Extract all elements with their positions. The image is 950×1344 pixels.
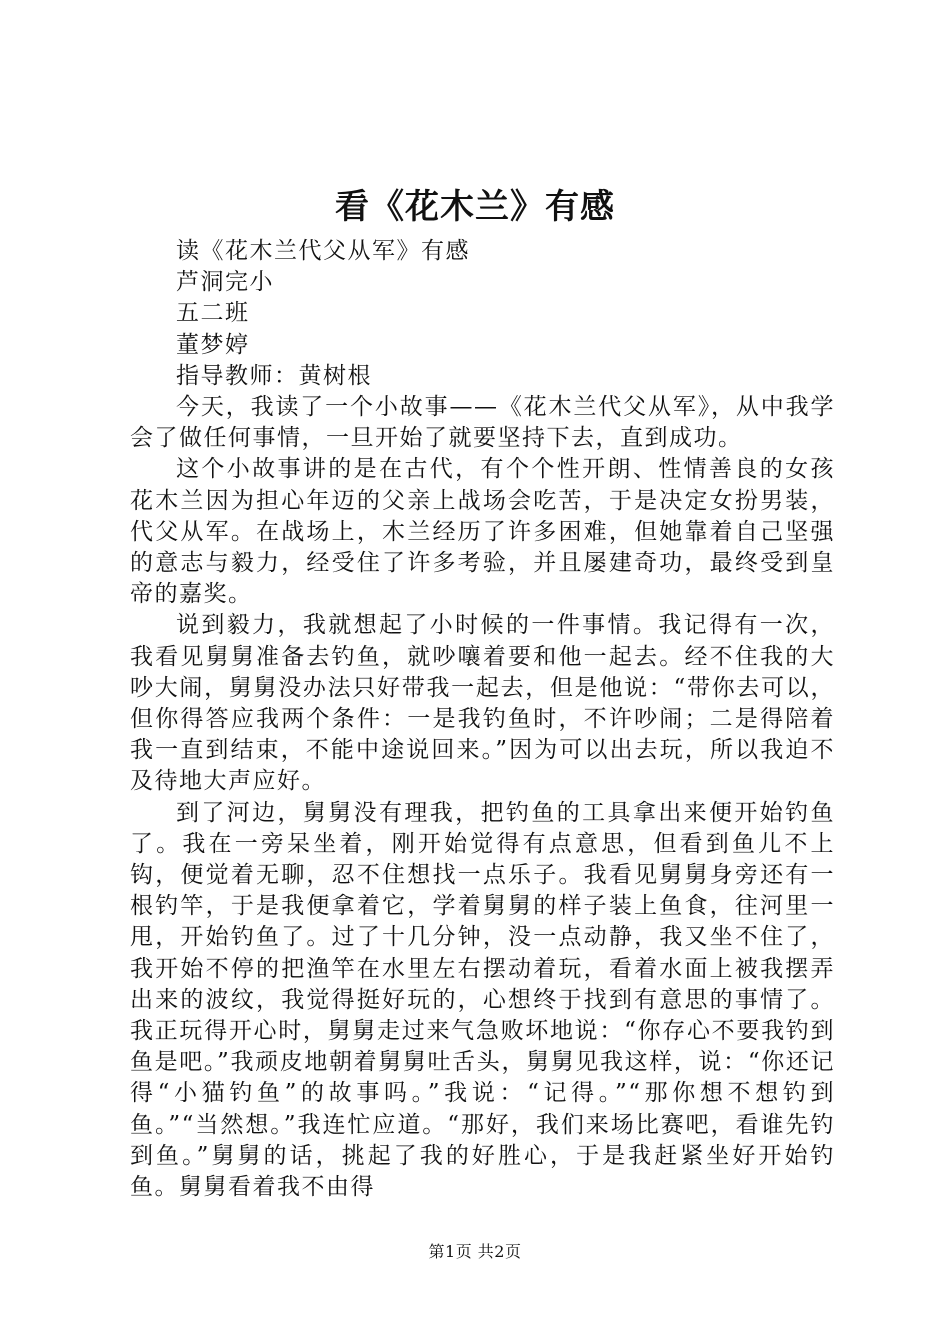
document-title: 看《花木兰》有感 bbox=[335, 187, 615, 227]
document-body bbox=[130, 236, 835, 1203]
paragraph-school: 芦洞完小 bbox=[176, 269, 274, 296]
paragraph-fishing: 到了河边，舅舅没有理我，把钓鱼的工具拿出来便开始钓鱼了。我在一旁呆坐着，刚开始觉得有点意思，但看到鱼儿不上钩，便觉着无聊，忍不住想找一点乐子。我看见舅舅身旁还有一根钓竿，于是我便拿着它，学着舅舅的样子装上鱼食，往河里一甩，开始钓鱼了。过了十几分钟，没一点动静，我又坐不住了，我开始不停的把渔竿在水里左右摆动着玩，看着水面上被我摆弄出来的波纹，我觉得挺好玩的，心想终于找到有意思的事情了。我正玩得开心时，舅舅走过来气急败坏地说：“你存心不要我钓到鱼是吧。”我顽皮地朝着舅舅吐舌头，舅舅见我这样，说：“你还记得“小猫钓鱼”的故事吗。”我说：“记得。”“那你想不想钓到鱼。”“当然想。”我连忙应道。“那好，我们来场比赛吧，看谁先钓到鱼。”舅舅的话，挑起了我的好胜心，于是我赶紧坐好开始钓鱼。舅舅看着我不由得 bbox=[130, 799, 835, 1201]
paragraph-story: 这个小故事讲的是在古代，有个个性开朗、性情善良的女孩花木兰因为担心年迈的父亲上战场会吃苦，于是决定女扮男装，代父从军。在战场上，木兰经历了许多困难，但她靠着自己坚强的意志与毅力，经受住了许多考验，并且屡建奇功，最终受到皇帝的嘉奖。 bbox=[130, 456, 835, 608]
paragraph-intro: 今天，我读了一个小故事——《花木兰代父从军》，从中我学会了做任何事情，一旦开始了就要坚持下去，直到成功。 bbox=[130, 394, 835, 452]
paragraph-memory: 说到毅力，我就想起了小时候的一件事情。我记得有一次，我看见舅舅准备去钓鱼，就吵嚷着要和他一起去。经不住我的大吵大闹，舅舅没办法只好带我一起去，但是他说：“带你去可以，但你得答应我两个条件：一是我钓鱼时，不许吵闹；二是得陪着我一直到结束，不能中途说回来。”因为可以出去玩，所以我迫不及待地大声应好。 bbox=[130, 612, 835, 795]
paragraph-subtitle: 读《花木兰代父从军》有感 bbox=[176, 238, 470, 264]
page-footer: 第1页 共2页 bbox=[428, 1242, 522, 1261]
paragraph-class: 五二班 bbox=[176, 300, 250, 327]
paragraph-teacher: 指导教师：黄树根 bbox=[176, 362, 372, 389]
paragraph-author: 董梦婷 bbox=[176, 331, 250, 358]
